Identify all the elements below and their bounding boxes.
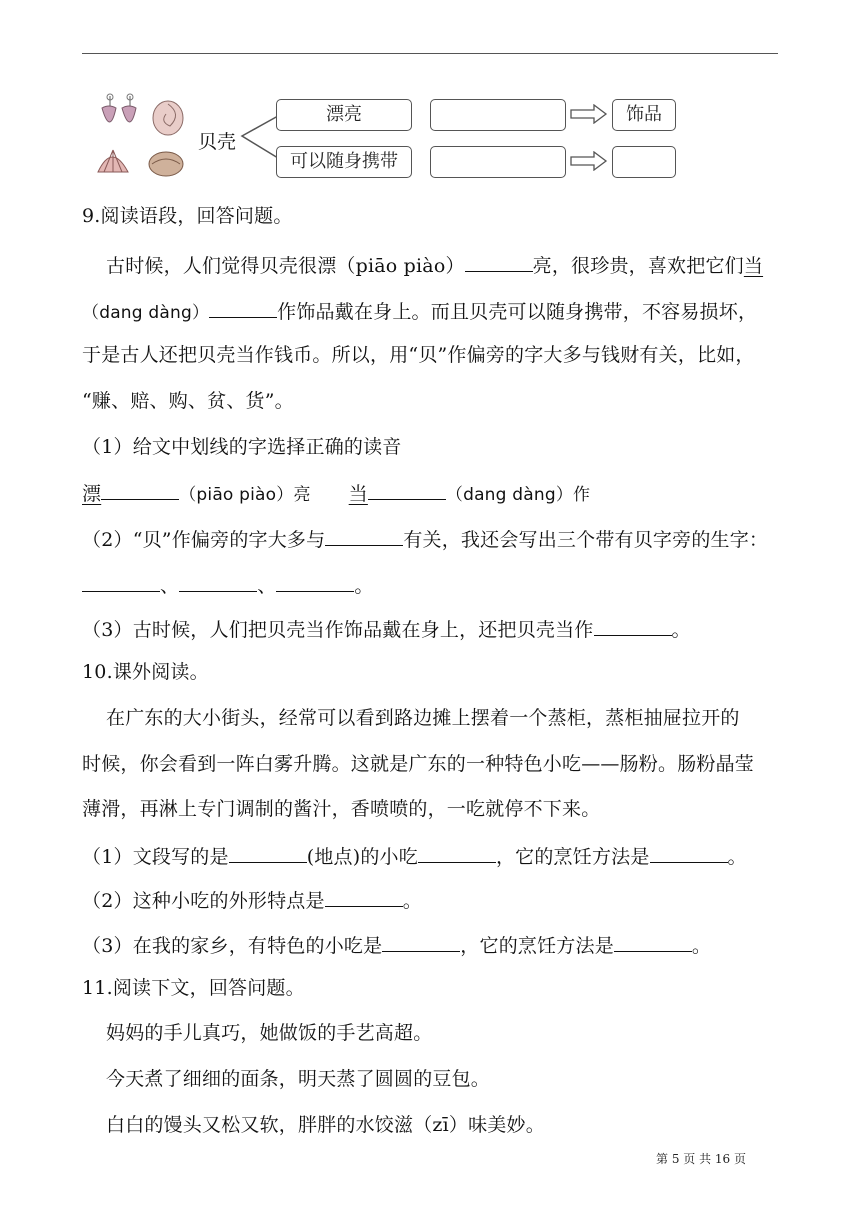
- q9-p2-pinyin: （dang dàng）: [82, 303, 210, 323]
- q9-subquestion-2-blanks: [82, 571, 374, 598]
- q10-s3-text-b: ，它的烹饪方法是: [460, 935, 614, 957]
- q9-subquestion-2: [82, 525, 768, 552]
- q10-s3-text-a: （3）在我的家乡，有特色的小吃是: [82, 935, 383, 957]
- q10-subquestion-1: [82, 842, 747, 869]
- separator: 、: [160, 575, 180, 597]
- q10-paragraph-line1: 在广东的大小街头，经常可以看到路边摊上摆着一个蒸柜，蒸柜抽屉拉开的: [106, 707, 740, 729]
- diagram-row1-start-label: 漂亮: [326, 104, 362, 125]
- answer-blank[interactable]: [465, 251, 533, 272]
- q9-underlined-char-piao: 漂: [82, 483, 102, 505]
- q10-s1-text-c: ，它的烹饪方法是: [495, 846, 650, 868]
- q10-subquestion-2: [82, 886, 422, 913]
- answer-blank[interactable]: [82, 571, 160, 592]
- q9-subquestion-1-answers: [82, 479, 590, 507]
- q9-s1b-pinyin: （dang dàng）作: [445, 485, 591, 505]
- q9-s2-text-b: 有关，我还会写出三个带有贝字旁的生字：: [403, 529, 769, 551]
- diagram-root-label: 贝壳: [198, 131, 237, 153]
- answer-blank[interactable]: [368, 479, 446, 500]
- separator: 、: [257, 575, 277, 597]
- q11-poem-line3: 白白的馒头又松又软，胖胖的水饺滋（zī）味美妙。: [106, 1114, 545, 1136]
- q9-paragraph-line3: 于是古人还把贝壳当作钱币。所以，用“贝”作偏旁的字大多与钱财有关，比如，: [82, 344, 755, 366]
- answer-blank[interactable]: [325, 525, 403, 546]
- period: 。: [727, 846, 747, 868]
- page-footer: 第 5 页 共 16 页: [656, 1152, 746, 1166]
- q9-paragraph-line4: “赚、赔、购、贫、货”。: [82, 390, 294, 412]
- q11-poem-line1: 妈妈的手儿真巧，她做饭的手艺高超。: [106, 1022, 433, 1044]
- q10-paragraph-line3: 薄滑，再淋上专门调制的酱汁，香喷喷的，一吃就停不下来。: [82, 798, 601, 820]
- diagram-row2-start-box: [276, 146, 412, 178]
- q9-s3-text: （3）古时候，人们把贝壳当作饰品戴在身上，还把贝壳当作: [82, 619, 594, 641]
- q10-subquestion-3: [82, 931, 711, 958]
- q11-title: 11.阅读下文，回答问题。: [82, 977, 305, 999]
- q9-s2-text-a: （2）“贝”作偏旁的字大多与: [82, 529, 326, 551]
- header-rule: [82, 53, 778, 54]
- period: 。: [402, 890, 422, 912]
- q10-s1-text-a: （1）文段写的是: [82, 846, 229, 868]
- q9-p1-text-a: 古时候，人们觉得贝壳很漂（piāo piào）: [106, 255, 465, 277]
- q9-subquestion-3: [82, 615, 691, 642]
- q9-underlined-char-dang: 当: [743, 255, 764, 277]
- answer-blank[interactable]: [594, 615, 672, 636]
- answer-blank[interactable]: [382, 931, 460, 952]
- q9-title: 9.阅读语段，回答问题。: [82, 205, 293, 227]
- answer-blank[interactable]: [650, 842, 728, 863]
- answer-blank[interactable]: [101, 479, 179, 500]
- answer-blank[interactable]: [209, 297, 277, 318]
- diagram-branch-lines: [240, 108, 280, 164]
- q9-s1a-pinyin: （piāo piào）亮: [179, 485, 311, 505]
- period: 。: [691, 935, 712, 957]
- arrow-right-icon: [570, 104, 608, 124]
- q9-paragraph-line1: [106, 251, 763, 278]
- q11-poem-line2: 今天煮了细细的面条，明天蒸了圆圆的豆包。: [106, 1068, 491, 1090]
- diagram-row2-middle-box: [430, 146, 566, 178]
- q10-s1-text-b: (地点)的小吃: [306, 846, 418, 868]
- period: 。: [354, 575, 374, 597]
- shell-illustration: [92, 92, 190, 188]
- q9-subquestion-1: （1）给文中划线的字选择正确的读音: [82, 436, 402, 458]
- answer-blank[interactable]: [418, 842, 496, 863]
- answer-blank[interactable]: [325, 886, 403, 907]
- q9-p1-text-b: 亮，很珍贵，喜欢把它们: [532, 255, 744, 277]
- answer-blank[interactable]: [229, 842, 307, 863]
- q9-p2-text: 作饰品戴在身上。而且贝壳可以随身携带，不容易损坏，: [277, 301, 758, 323]
- answer-blank[interactable]: [614, 931, 692, 952]
- q10-s2-text: （2）这种小吃的外形特点是: [82, 890, 325, 912]
- answer-blank[interactable]: [276, 571, 354, 592]
- q9-paragraph-line2: [82, 297, 757, 325]
- diagram-row2-start-label: 可以随身携带: [290, 151, 398, 172]
- q10-title: 10.课外阅读。: [82, 661, 209, 683]
- period: 。: [671, 619, 691, 641]
- diagram-row1-end-label: 饰品: [626, 104, 662, 125]
- diagram-row1-end-box: [612, 99, 676, 131]
- q9-underlined-char-dang-2: 当: [348, 483, 368, 505]
- diagram-row2-end-box: [612, 146, 676, 178]
- answer-blank[interactable]: [179, 571, 257, 592]
- diagram-row1-middle-box: [430, 99, 566, 131]
- q10-paragraph-line2: 时候，你会看到一阵白雾升腾。这就是广东的一种特色小吃——肠粉。肠粉晶莹: [82, 753, 755, 775]
- diagram-row1-start-box: [276, 99, 412, 131]
- arrow-right-icon: [570, 151, 608, 171]
